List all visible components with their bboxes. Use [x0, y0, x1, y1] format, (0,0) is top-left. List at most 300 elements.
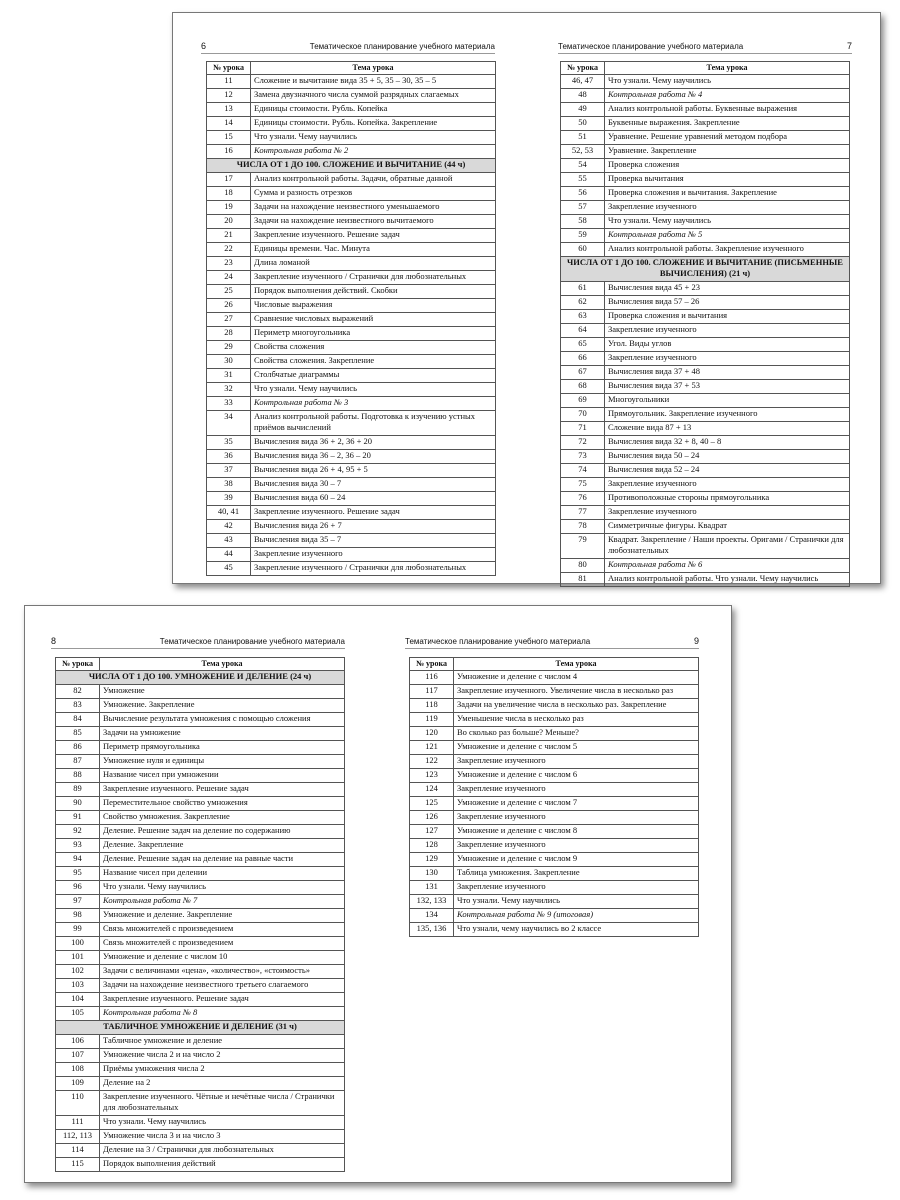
lesson-number: 99 [56, 923, 100, 937]
table-header-row [410, 658, 699, 671]
lesson-number: 55 [561, 173, 605, 187]
table-row [207, 534, 496, 548]
lesson-topic: Связь множителей с произведением [100, 923, 345, 937]
lesson-topic: Проверка сложения и вычитания. Закрепление [605, 187, 850, 201]
lesson-number: 16 [207, 145, 251, 159]
table-row [56, 1063, 345, 1077]
lesson-number: 132, 133 [410, 895, 454, 909]
lesson-topic: Задачи на нахождение неизвестного уменьшаемого [251, 201, 496, 215]
lesson-topic: Проверка сложения [605, 159, 850, 173]
table-row [56, 1158, 345, 1172]
lesson-topic: Столбчатые диаграммы [251, 369, 496, 383]
lesson-number: 25 [207, 285, 251, 299]
table-row [561, 296, 850, 310]
table-row [207, 355, 496, 369]
page-header [51, 636, 345, 649]
lesson-number: 123 [410, 769, 454, 783]
lesson-topic: Порядок выполнения действий [100, 1158, 345, 1172]
lesson-topic: Прямоугольник. Закрепление изученного [605, 408, 850, 422]
lesson-topic: Вычисления вида 32 + 8, 40 – 8 [605, 436, 850, 450]
table-row [410, 713, 699, 727]
lesson-topic: Вычисления вида 37 + 53 [605, 380, 850, 394]
table-row [410, 825, 699, 839]
column-header-lesson-topic: Тема урока [100, 658, 345, 671]
lesson-number: 22 [207, 243, 251, 257]
table-row [207, 492, 496, 506]
table-row [561, 243, 850, 257]
table-row [207, 341, 496, 355]
lesson-number: 102 [56, 965, 100, 979]
lesson-number: 108 [56, 1063, 100, 1077]
table-row [561, 559, 850, 573]
table-row [410, 699, 699, 713]
lesson-number: 98 [56, 909, 100, 923]
table-row [561, 352, 850, 366]
lesson-topic: Периметр прямоугольника [100, 741, 345, 755]
lesson-number: 112, 113 [56, 1130, 100, 1144]
table-row [561, 159, 850, 173]
section-heading-row [56, 671, 345, 685]
lesson-number: 76 [561, 492, 605, 506]
table-row [56, 951, 345, 965]
lesson-number: 80 [561, 559, 605, 573]
lesson-topic-test: Контрольная работа № 3 [251, 397, 496, 411]
lesson-topic: Умножение нуля и единицы [100, 755, 345, 769]
table-row [56, 811, 345, 825]
table-row [207, 229, 496, 243]
table-row [561, 478, 850, 492]
lesson-number: 27 [207, 313, 251, 327]
lesson-number: 17 [207, 173, 251, 187]
lesson-number: 58 [561, 215, 605, 229]
lesson-number: 26 [207, 299, 251, 313]
lesson-topic: Деление. Закрепление [100, 839, 345, 853]
lesson-number: 121 [410, 741, 454, 755]
lesson-number: 122 [410, 755, 454, 769]
lesson-topic: Вычисления вида 36 – 2, 36 – 20 [251, 450, 496, 464]
lesson-topic: Закрепление изученного [454, 839, 699, 853]
lesson-topic: Анализ контрольной работы. Буквенные выражения [605, 103, 850, 117]
lesson-number: 34 [207, 411, 251, 436]
lesson-number: 71 [561, 422, 605, 436]
lesson-topic: Уравнение. Закрепление [605, 145, 850, 159]
lesson-number: 57 [561, 201, 605, 215]
column-header-lesson-number: № урока [561, 62, 605, 75]
lesson-number: 111 [56, 1116, 100, 1130]
page-7 [558, 41, 852, 583]
table-row [561, 215, 850, 229]
section-heading-row [56, 1021, 345, 1035]
lesson-number: 33 [207, 397, 251, 411]
lesson-topic: Умножение и деление с числом 5 [454, 741, 699, 755]
page-number: 7 [846, 41, 852, 51]
lesson-number: 18 [207, 187, 251, 201]
lesson-topic: Задачи на нахождение неизвестного вычитаемого [251, 215, 496, 229]
lesson-number: 77 [561, 506, 605, 520]
lesson-topic: Сложение и вычитание вида 35 + 5, 35 – 30, 35 – 5 [251, 75, 496, 89]
table-row [207, 506, 496, 520]
table-row [207, 562, 496, 576]
table-row [56, 699, 345, 713]
table-row [207, 436, 496, 450]
lesson-number: 88 [56, 769, 100, 783]
lesson-number: 20 [207, 215, 251, 229]
lesson-topic: Что узнали. Чему научились [251, 131, 496, 145]
lesson-topic-test: Контрольная работа № 2 [251, 145, 496, 159]
page-8 [51, 636, 345, 1166]
lesson-number: 74 [561, 464, 605, 478]
table-row [56, 895, 345, 909]
table-row [56, 1144, 345, 1158]
lesson-table [560, 61, 850, 587]
table-row [207, 397, 496, 411]
lesson-number: 49 [561, 103, 605, 117]
lesson-topic: Умножение и деление с числом 4 [454, 671, 699, 685]
table-row [207, 411, 496, 436]
lesson-topic: Уравнение. Решение уравнений методом подбора [605, 131, 850, 145]
lesson-topic: Вычисления вида 35 – 7 [251, 534, 496, 548]
lesson-topic: Умножение и деление с числом 7 [454, 797, 699, 811]
lesson-topic: Что узнали. Чему научились [251, 383, 496, 397]
lesson-number: 96 [56, 881, 100, 895]
book-spread-pages-6-7 [172, 12, 881, 584]
lesson-topic: Вычисления вида 26 + 7 [251, 520, 496, 534]
lesson-topic: Противоположные стороны прямоугольника [605, 492, 850, 506]
table-row [561, 117, 850, 131]
column-header-lesson-number: № урока [56, 658, 100, 671]
table-row [410, 895, 699, 909]
lesson-topic: Что узнали. Чему научились [605, 75, 850, 89]
running-title: Тематическое планирование учебного материала [558, 42, 744, 51]
lesson-topic: Название чисел при делении [100, 867, 345, 881]
lesson-number: 134 [410, 909, 454, 923]
lesson-number: 73 [561, 450, 605, 464]
lesson-topic: Переместительное свойство умножения [100, 797, 345, 811]
lesson-number: 11 [207, 75, 251, 89]
lesson-number: 67 [561, 366, 605, 380]
lesson-number: 103 [56, 979, 100, 993]
lesson-topic-test: Контрольная работа № 7 [100, 895, 345, 909]
lesson-number: 15 [207, 131, 251, 145]
table-row [56, 727, 345, 741]
lesson-topic: Задачи с величинами «цена», «количество», «стоимость» [100, 965, 345, 979]
table-row [410, 811, 699, 825]
column-header-lesson-number: № урока [207, 62, 251, 75]
lesson-number: 100 [56, 937, 100, 951]
table-row [207, 271, 496, 285]
lesson-number: 36 [207, 450, 251, 464]
lesson-topic: Умножение и деление с числом 8 [454, 825, 699, 839]
table-row [56, 797, 345, 811]
section-heading: ТАБЛИЧНОЕ УМНОЖЕНИЕ И ДЕЛЕНИЕ (31 ч) [56, 1021, 345, 1035]
table-row [561, 422, 850, 436]
lesson-topic: Вычисления вида 52 – 24 [605, 464, 850, 478]
lesson-number: 128 [410, 839, 454, 853]
lesson-topic: Закрепление изученного. Решение задач [251, 506, 496, 520]
lesson-topic: Закрепление изученного. Решение задач [100, 993, 345, 1007]
lesson-topic: Вычисления вида 37 + 48 [605, 366, 850, 380]
lesson-topic: Умножение и деление с числом 10 [100, 951, 345, 965]
lesson-number: 19 [207, 201, 251, 215]
lesson-topic-test: Контрольная работа № 6 [605, 559, 850, 573]
lesson-number: 64 [561, 324, 605, 338]
lesson-topic: Задачи на нахождение неизвестного третьего слагаемого [100, 979, 345, 993]
page-header [558, 41, 852, 54]
lesson-number: 70 [561, 408, 605, 422]
lesson-number: 107 [56, 1049, 100, 1063]
table-row [561, 75, 850, 89]
table-row [207, 313, 496, 327]
table-row [561, 201, 850, 215]
table-row [56, 1077, 345, 1091]
page-number: 6 [201, 41, 207, 51]
lesson-number: 44 [207, 548, 251, 562]
lesson-topic: Проверка вычитания [605, 173, 850, 187]
lesson-number: 75 [561, 478, 605, 492]
lesson-number: 81 [561, 573, 605, 587]
lesson-number: 69 [561, 394, 605, 408]
table-row [56, 839, 345, 853]
table-row [56, 1007, 345, 1021]
table-row [56, 755, 345, 769]
page-header [405, 636, 699, 649]
table-row [207, 257, 496, 271]
lesson-number: 65 [561, 338, 605, 352]
lesson-number: 14 [207, 117, 251, 131]
table-row [207, 464, 496, 478]
table-row [56, 783, 345, 797]
lesson-number: 24 [207, 271, 251, 285]
page-9 [405, 636, 699, 1166]
table-row [56, 979, 345, 993]
lesson-number: 92 [56, 825, 100, 839]
lesson-number: 116 [410, 671, 454, 685]
table-row [561, 492, 850, 506]
lesson-topic: Связь множителей с произведением [100, 937, 345, 951]
lesson-number: 37 [207, 464, 251, 478]
lesson-topic-test: Контрольная работа № 9 (итоговая) [454, 909, 699, 923]
lesson-number: 91 [56, 811, 100, 825]
lesson-number: 125 [410, 797, 454, 811]
lesson-topic-test: Контрольная работа № 5 [605, 229, 850, 243]
table-row [56, 1091, 345, 1116]
lesson-topic: Вычисления вида 30 – 7 [251, 478, 496, 492]
lesson-number: 21 [207, 229, 251, 243]
lesson-topic: Вычисление результата умножения с помощью сложения [100, 713, 345, 727]
table-row [56, 993, 345, 1007]
lesson-number: 119 [410, 713, 454, 727]
table-row [410, 671, 699, 685]
lesson-topic: Замена двузначного числа суммой разрядных слагаемых [251, 89, 496, 103]
table-row [410, 867, 699, 881]
section-heading: ЧИСЛА ОТ 1 ДО 100. УМНОЖЕНИЕ И ДЕЛЕНИЕ (24 ч) [56, 671, 345, 685]
lesson-topic: Задачи на умножение [100, 727, 345, 741]
lesson-topic: Анализ контрольной работы. Закрепление изученного [605, 243, 850, 257]
table-row [410, 755, 699, 769]
table-row [56, 1035, 345, 1049]
table-row [561, 338, 850, 352]
lesson-number: 135, 136 [410, 923, 454, 937]
table-row [207, 103, 496, 117]
lesson-topic: Закрепление изученного [454, 755, 699, 769]
lesson-number: 31 [207, 369, 251, 383]
lesson-topic: Вычисления вида 60 – 24 [251, 492, 496, 506]
lesson-number: 61 [561, 282, 605, 296]
lesson-number: 79 [561, 534, 605, 559]
lesson-number: 82 [56, 685, 100, 699]
lesson-topic: Во сколько раз больше? Меньше? [454, 727, 699, 741]
table-row [56, 937, 345, 951]
lesson-number: 127 [410, 825, 454, 839]
table-row [207, 383, 496, 397]
lesson-topic: Сложение вида 87 + 13 [605, 422, 850, 436]
lesson-topic: Периметр многоугольника [251, 327, 496, 341]
lesson-topic: Закрепление изученного [251, 548, 496, 562]
running-title: Тематическое планирование учебного материала [159, 637, 345, 646]
lesson-topic: Умножение и деление. Закрепление [100, 909, 345, 923]
lesson-topic: Свойства сложения. Закрепление [251, 355, 496, 369]
lesson-topic: Закрепление изученного. Чётные и нечётные числа / Странички для любознательных [100, 1091, 345, 1116]
section-heading: ЧИСЛА ОТ 1 ДО 100. СЛОЖЕНИЕ И ВЫЧИТАНИЕ (ПИСЬМЕННЫЕ ВЫЧИСЛЕНИЯ) (21 ч) [561, 257, 850, 282]
lesson-number: 89 [56, 783, 100, 797]
lesson-number: 86 [56, 741, 100, 755]
table-row [207, 201, 496, 215]
lesson-topic: Единицы стоимости. Рубль. Копейка. Закрепление [251, 117, 496, 131]
lesson-topic: Свойства сложения [251, 341, 496, 355]
table-row [561, 229, 850, 243]
lesson-topic: Закрепление изученного [605, 478, 850, 492]
table-row [56, 825, 345, 839]
table-row [207, 450, 496, 464]
table-row [56, 881, 345, 895]
lesson-number: 60 [561, 243, 605, 257]
lesson-topic: Единицы времени. Час. Минута [251, 243, 496, 257]
lesson-number: 40, 41 [207, 506, 251, 520]
lesson-number: 94 [56, 853, 100, 867]
lesson-topic: Закрепление изученного [605, 201, 850, 215]
lesson-topic: Анализ контрольной работы. Что узнали. Чему научились [605, 573, 850, 587]
lesson-topic: Что узнали. Чему научились [100, 881, 345, 895]
table-row [207, 327, 496, 341]
lesson-number: 38 [207, 478, 251, 492]
table-row [207, 478, 496, 492]
lesson-number: 52, 53 [561, 145, 605, 159]
lesson-topic: Квадрат. Закрепление / Наши проекты. Оригами / Странички для любознательных [605, 534, 850, 559]
lesson-topic: Закрепление изученного. Увеличение числа в несколько раз [454, 685, 699, 699]
lesson-table [55, 657, 345, 1172]
table-row [561, 394, 850, 408]
lesson-number: 45 [207, 562, 251, 576]
lesson-number: 131 [410, 881, 454, 895]
lesson-topic: Закрепление изученного / Странички для любознательных [251, 562, 496, 576]
lesson-number: 129 [410, 853, 454, 867]
section-heading: ЧИСЛА ОТ 1 ДО 100. СЛОЖЕНИЕ И ВЫЧИТАНИЕ (44 ч) [207, 159, 496, 173]
section-heading-row [561, 257, 850, 282]
table-row [561, 464, 850, 478]
table-row [207, 243, 496, 257]
table-row [561, 145, 850, 159]
lesson-number: 48 [561, 89, 605, 103]
lesson-topic: Деление на 3 / Странички для любознательных [100, 1144, 345, 1158]
lesson-number: 87 [56, 755, 100, 769]
table-row [561, 310, 850, 324]
lesson-table [206, 61, 496, 576]
lesson-number: 78 [561, 520, 605, 534]
lesson-number: 101 [56, 951, 100, 965]
lesson-topic: Умножение числа 3 и на число 3 [100, 1130, 345, 1144]
lesson-topic: Задачи на увеличение числа в несколько раз. Закрепление [454, 699, 699, 713]
table-row [207, 173, 496, 187]
table-row [56, 1049, 345, 1063]
lesson-topic-test: Контрольная работа № 8 [100, 1007, 345, 1021]
lesson-topic: Умножение и деление с числом 9 [454, 853, 699, 867]
table-header-row [56, 658, 345, 671]
lesson-number: 66 [561, 352, 605, 366]
lesson-topic: Деление. Решение задач на деление на равные части [100, 853, 345, 867]
lesson-number: 124 [410, 783, 454, 797]
table-row [56, 1130, 345, 1144]
lesson-topic: Вычисления вида 26 + 4, 95 + 5 [251, 464, 496, 478]
table-row [207, 89, 496, 103]
column-header-lesson-topic: Тема урока [605, 62, 850, 75]
lesson-number: 90 [56, 797, 100, 811]
lesson-topic: Уменьшение числа в несколько раз [454, 713, 699, 727]
lesson-topic: Проверка сложения и вычитания [605, 310, 850, 324]
table-row [56, 909, 345, 923]
table-row [207, 145, 496, 159]
lesson-topic: Умножение [100, 685, 345, 699]
lesson-number: 68 [561, 380, 605, 394]
lesson-topic: Закрепление изученного. Решение задач [251, 229, 496, 243]
lesson-topic: Закрепление изученного. Решение задач [100, 783, 345, 797]
lesson-number: 51 [561, 131, 605, 145]
table-row [561, 450, 850, 464]
table-row [561, 103, 850, 117]
lesson-topic: Длина ломаной [251, 257, 496, 271]
table-row [410, 783, 699, 797]
lesson-topic: Что узнали, чему научились во 2 классе [454, 923, 699, 937]
lesson-number: 13 [207, 103, 251, 117]
table-row [207, 215, 496, 229]
lesson-number: 28 [207, 327, 251, 341]
table-row [410, 923, 699, 937]
lesson-number: 63 [561, 310, 605, 324]
table-row [561, 187, 850, 201]
page-header [201, 41, 495, 54]
lesson-topic-test: Контрольная работа № 4 [605, 89, 850, 103]
column-header-lesson-number: № урока [410, 658, 454, 671]
lesson-number: 118 [410, 699, 454, 713]
lesson-number: 85 [56, 727, 100, 741]
lesson-number: 23 [207, 257, 251, 271]
lesson-number: 110 [56, 1091, 100, 1116]
table-row [561, 380, 850, 394]
table-row [207, 187, 496, 201]
lesson-topic: Умножение и деление с числом 6 [454, 769, 699, 783]
table-row [561, 408, 850, 422]
lesson-number: 93 [56, 839, 100, 853]
page-number: 8 [51, 636, 57, 646]
table-header-row [207, 62, 496, 75]
lesson-table [409, 657, 699, 937]
lesson-topic: Название чисел при умножении [100, 769, 345, 783]
table-row [561, 520, 850, 534]
lesson-number: 84 [56, 713, 100, 727]
lesson-topic: Что узнали. Чему научились [100, 1116, 345, 1130]
lesson-topic: Сумма и разность отрезков [251, 187, 496, 201]
lesson-number: 35 [207, 436, 251, 450]
lesson-topic: Приёмы умножения числа 2 [100, 1063, 345, 1077]
